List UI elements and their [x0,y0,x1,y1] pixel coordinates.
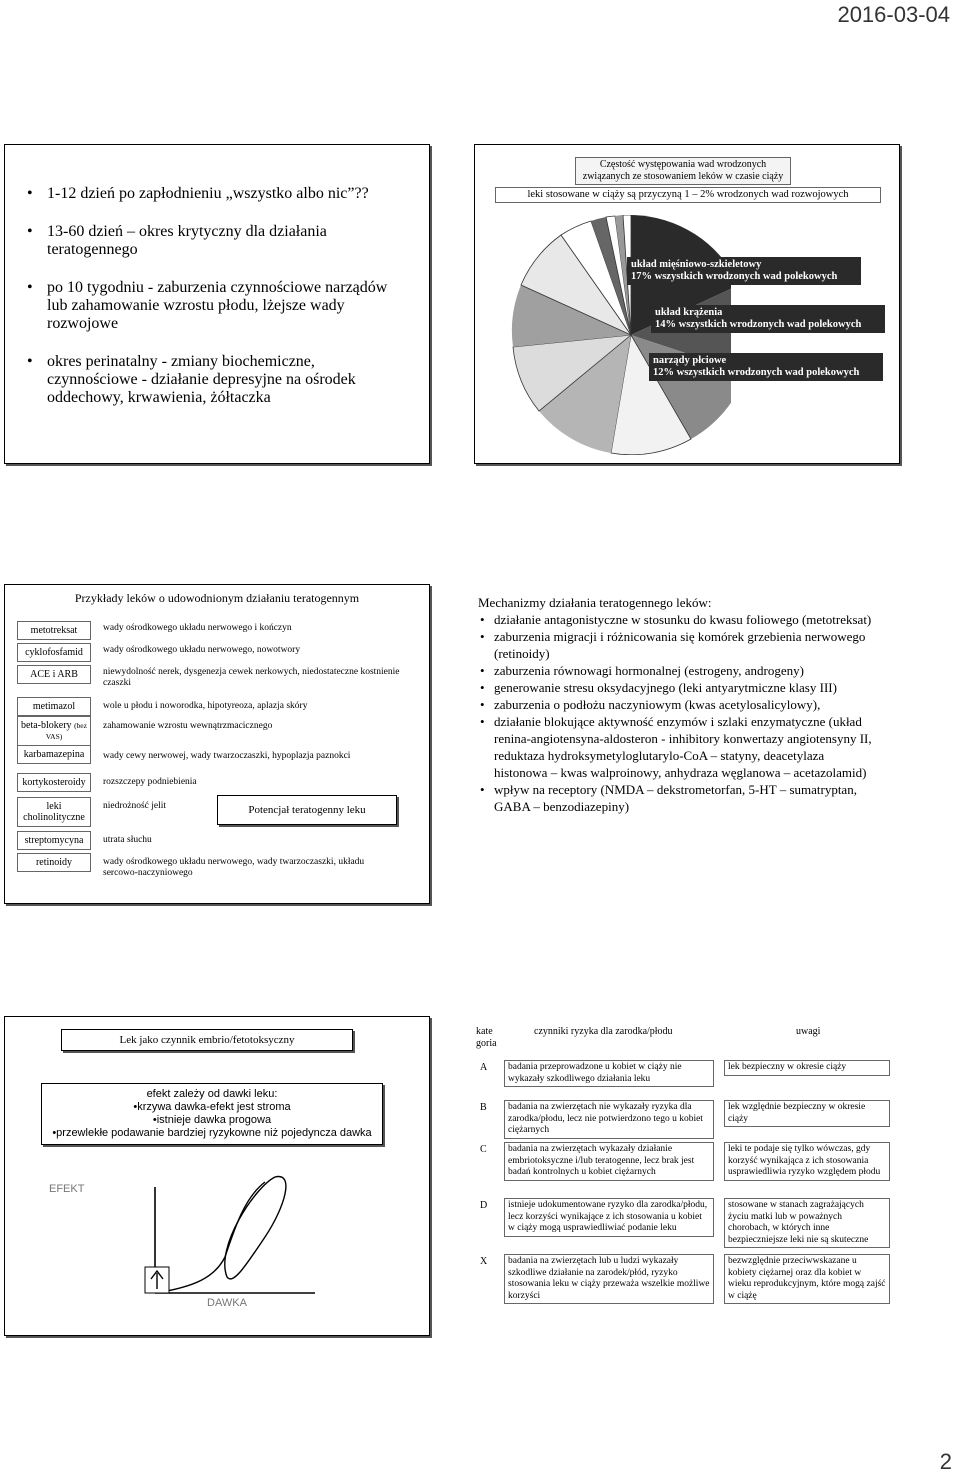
mechanism-list [478,611,878,815]
category-description: badania przeprowadzone u kobiet w ciąży nie wykazały szkodliwego działania leku [504,1060,714,1087]
pie-slices [512,215,731,455]
slide-1 [4,144,430,464]
category-note: stosowane w stanach zagrażających życiu matki lub w poważnych chorobach, w których inne bezpieczniejsze leki nie są skuteczne [724,1198,890,1248]
drug-effect: wady ośrodkowego układu nerwowego i kończyn [103,623,292,633]
drug-effect: wole u płodu i noworodka, hipotyreoza, aplazja skóry [103,701,308,711]
drug-effect: wady ośrodkowego układu nerwowego, nowotwory [103,645,301,655]
y-axis-label: EFEKT [49,1183,85,1195]
category-description: badania na zwierzętach lub u ludzi wykazały szkodliwe działanie na zarodek/płód, ryzyko stosowania leku w ciąży przeważa wszelkie możliwe korzyści [504,1254,714,1304]
box-line: •istnieje dawka progowa [152,1114,272,1126]
pie-label-text: 12% wszystkich wrodzonych wad polekowych [653,367,860,378]
drug-label: streptomycyna [17,831,91,850]
box-line: •przewlekłe podawanie bardziej ryzykowne niż pojedyncza dawka [52,1127,372,1139]
slide-4-title: Mechanizmy działania teratogennego leków: [478,595,712,610]
drug-name: beta-blokery [21,720,72,731]
drug-label: ACE i ARB [17,665,91,684]
bullet-item: • 13-60 dzień – okres krytyczny dla działania teratogennego [19,223,409,259]
pie-label-cardiovascular [651,305,885,333]
header-factors: czynniki ryzyka dla zarodka/płodu [534,1026,673,1037]
category-note: leki te podaje się tylko wówczas, gdy korzyść wynikająca z ich stosowania usprawiedliwia ryzyko względem płodu [724,1142,890,1181]
slide-1-bullet-list [19,185,409,427]
pie-label-name: układ krążenia [655,307,723,318]
category-letter: X [480,1256,488,1267]
mechanism-item: • generowanie stresu oksydacyjnego (leki antyarytmiczne klasy III) [478,679,878,696]
drug-label: cyklofosfamid [17,643,91,662]
pie-label-text: 17% wszystkich wrodzonych wad polekowych [631,271,838,282]
mechanism-item: • wpływ na receptory (NMDA – dekstrometorfan, 5-HT – sumatryptan, GABA – benzodiazepiny) [478,781,878,815]
drug-effect: niewydolność nerek, dysgenezja cewek nerkowych, niedostateczne kostnienie czaszki [103,667,400,688]
dose-effect-diagram [135,1167,325,1297]
category-letter: B [480,1102,487,1113]
page-number: 2 [939,1449,952,1474]
pie-label-text: 14% wszystkich wrodzonych wad polekowych [655,319,862,330]
dose-effect-box [41,1083,383,1145]
category-description: badania na zwierzętach nie wykazały ryzyka dla zarodka/płodu, lecz nie potwierdzono tego u kobiet ciężarnych [504,1100,714,1139]
category-note: bezwzględnie przeciwwskazane u kobiety ciężarnej oraz dla kobiet w wieku reprodukcyjnym, które mogą zajść w ciążę [724,1254,890,1304]
bullet-item: • po 10 tygodniu - zaburzenia czynnościowe narządów lub zahamowanie wzrostu płodu, lżejsze wady rozwojowe [19,279,409,333]
slide-5-title: Lek jako czynnik embrio/fetotoksyczny [61,1029,353,1051]
pie-label-musculoskeletal [627,257,861,285]
dose-effect-curve [155,1182,265,1293]
chart-title: Częstość występowania wad wrodzonych związanych ze stosowaniem leków w czasie ciąży [575,157,791,185]
drug-label: metotreksat [17,621,91,640]
category-letter: D [480,1200,488,1211]
box-line: •krzywa dawka-efekt jest stroma [133,1101,291,1113]
drug-effect: zahamowanie wzrostu wewnątrzmacicznego [103,721,273,731]
bullet-item: • 1-12 dzień po zapłodnieniu „wszystko albo nic”?? [19,185,409,203]
pie-label-name: narządy płciowe [653,355,727,366]
threshold-marker [145,1267,169,1293]
slide-2 [474,144,900,464]
slide-4-body [478,594,878,815]
dose-effect-curves [155,1177,286,1293]
drug-label: leki cholinolityczne [17,797,91,827]
drug-label: retinoidy [17,853,91,872]
teratogenic-potential-box: Potencjał teratogenny leku [217,795,397,825]
slide-3-title: Przykłady leków o udowodnionym działaniu teratogennym [74,591,360,605]
drug-label: kortykosteroidy [17,773,91,792]
drug-label: metimazol [17,697,91,716]
pie-label-genital [649,353,883,381]
category-letter: A [480,1062,488,1073]
slide-3 [4,584,430,904]
drug-label-beta-blockers [17,716,91,746]
slide-4 [462,584,902,904]
pie-label-name: układ mięśniowo-szkieletowy [631,259,762,270]
category-description: istnieje udokumentowane ryzyko dla zarodka/płodu, lecz korzyści wynikające z ich stosowania u kobiet w ciąży mogą usprawiedliwiać podanie leku [504,1198,714,1237]
category-note: lek względnie bezpieczny w okresie ciąży [724,1100,890,1127]
mechanism-item: • działanie blokujące aktywność enzymów i szlaki enzymatyczne (układ renina-angiotensyna-aldosteron - inhibitory konwertazy angiotensyny II, reduktaza hydroksymetyloglutarylo-CoA – statyny, deacetylaza histonowa – kwas walproinowy, anhydraza węglanowa – acetazolamid) [478,713,878,781]
chart-subtitle: leki stosowane w ciąży są przyczyną 1 – 2% wrodzonych wad rozwojowych [495,187,881,203]
category-letter: C [480,1144,487,1155]
header-category: kate goria [476,1026,497,1049]
mechanism-item: • zaburzenia o podłożu naczyniowym (kwas acetylosalicylowy), [478,696,878,713]
slide-5 [4,1016,430,1336]
header-notes: uwagi [796,1026,821,1037]
mechanism-item: • zaburzenia równowagi hormonalnej (estrogeny, androgeny) [478,662,878,679]
category-description: badania na zwierzętach wykazały działanie embriotoksyczne i/lub teratogenne, lecz brak jest badań kontrolnych u kobiet ciężarnych [504,1142,714,1181]
drug-effect: utrata słuchu [103,835,152,845]
pie-chart [511,215,731,455]
drug-effect: wady ośrodkowego układu nerwowego, wady twarzoczaszki, układu sercowo-naczyniowego [103,857,365,878]
mechanism-item: • działanie antagonistyczne w stosunku do kwasu foliowego (metotreksat) [478,611,878,628]
drug-effect: niedrożność jelit [103,801,167,811]
document-date: 2016-03-04 [837,2,950,27]
box-line: efekt zależy od dawki leku: [146,1088,278,1100]
slide-6 [466,1016,902,1336]
drug-note: (bez VAS) [45,721,87,741]
drug-label: karbamazepina [17,745,91,764]
drug-effect: wady cewy nerwowej, wady twarzoczaszki, hypoplazja paznokci [103,751,351,761]
x-axis-label: DAWKA [207,1297,247,1309]
mechanism-item: • zaburzenia migracji i różnicowania się komórek grzebienia nerwowego (retinoidy) [478,628,878,662]
drug-effect: rozszczepy podniebienia [103,777,197,787]
category-note: lek bezpieczny w okresie ciąży [724,1060,890,1076]
bullet-item: • okres perinatalny - zmiany biochemiczne, czynnościowe - działanie depresyjne na ośrodek oddechowy, krwawienia, żółtaczka [19,353,409,407]
